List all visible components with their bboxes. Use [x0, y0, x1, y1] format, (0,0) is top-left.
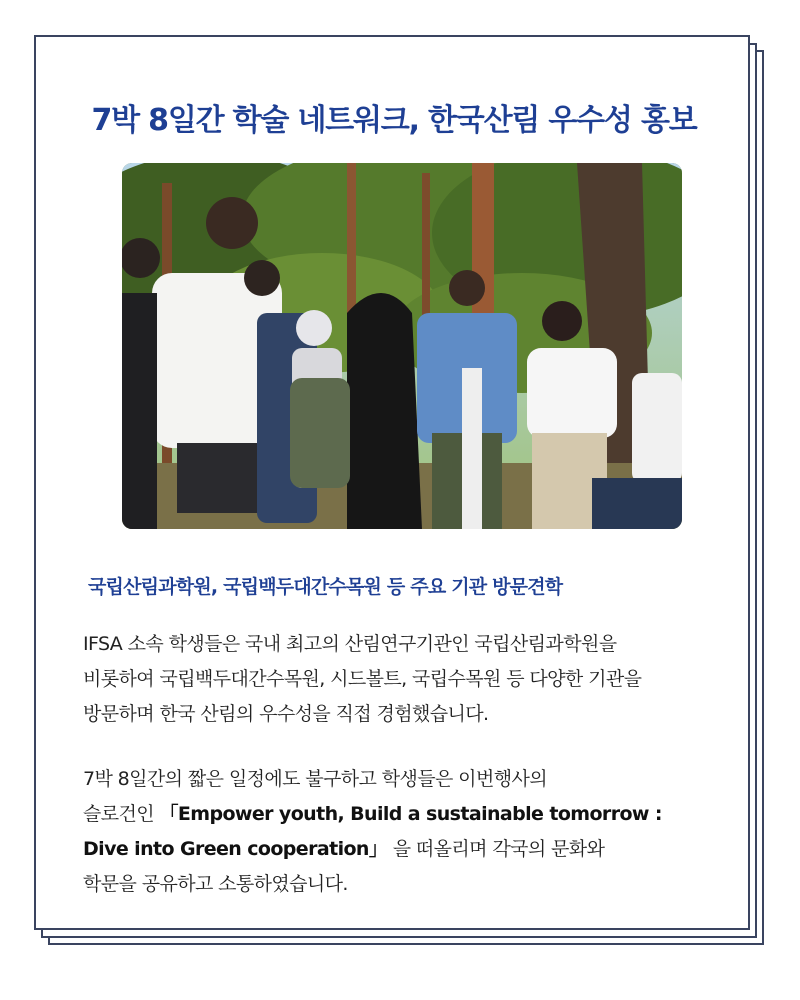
paragraph-line: 방문하며 한국 산림의 우수성을 직접 경험했습니다.: [83, 703, 489, 725]
article-photo: [122, 163, 682, 529]
paragraph-line: 7박 8일간의 짧은 일정에도 불구하고 학생들은 이번행사의: [83, 768, 547, 790]
slogan-text-part2: Dive into Green cooperation」: [83, 838, 388, 860]
article-card: [34, 35, 750, 930]
article-subtitle: 국립산림과학원, 국립백두대간수목원 등 주요 기관 방문견학: [88, 576, 563, 598]
paragraph-line: 비롯하여 국립백두대간수목원, 시드볼트, 국립수목원 등 다양한 기관을: [83, 668, 642, 690]
paragraph-line: [83, 832, 723, 867]
slogan-text-part1: 「Empower youth, Build a sustainable tomorrow :: [159, 803, 662, 825]
slogan-follow-up: 을 떠올리며 각국의 문화와: [387, 838, 605, 860]
paragraph-line: IFSA 소속 학생들은 국내 최고의 산림연구기관인 국립산림과학원을: [83, 633, 617, 655]
paragraph-visits: [83, 627, 723, 732]
paragraph-slogan: [83, 762, 723, 902]
paragraph-line: 학문을 공유하고 소통하였습니다.: [83, 873, 348, 895]
slogan-lead-in: 슬로건인: [83, 803, 160, 825]
article-title: 7박 8일간 학술 네트워크, 한국산림 우수성 홍보: [91, 103, 697, 138]
paragraph-line: [83, 797, 723, 832]
